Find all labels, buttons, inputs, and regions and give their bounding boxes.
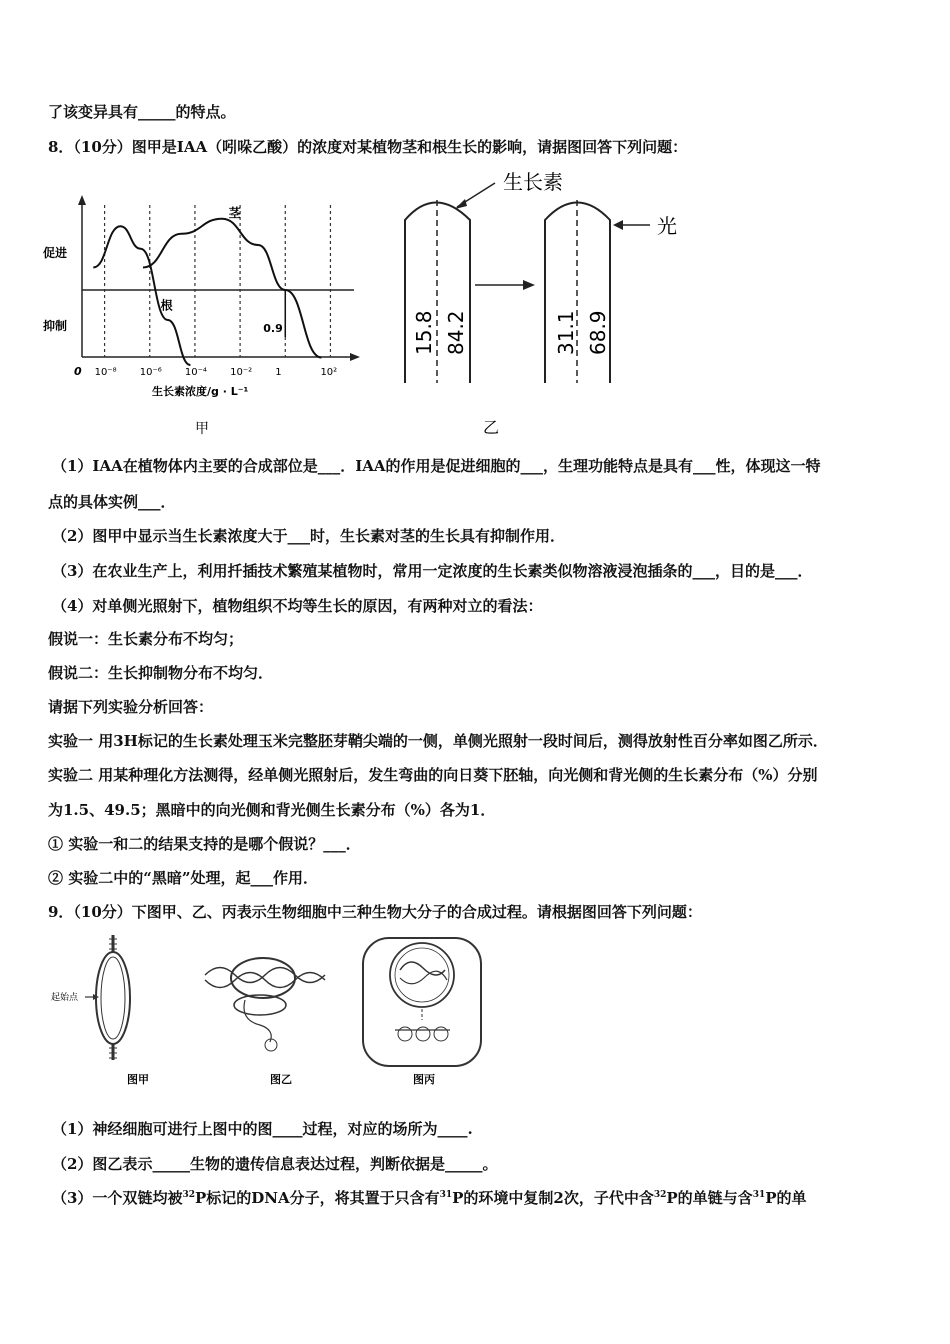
figure-jia-replication <box>51 935 149 1086</box>
q8-part4: （4）对单侧光照射下，植物组织不均等生长的原因，有两种对立的看法： <box>52 597 543 615</box>
tick-label: 1 <box>275 367 282 378</box>
light-label: 光 <box>657 214 677 238</box>
instruction: 请据下列实验分析回答： <box>48 698 214 716</box>
question-9-heading: 9．（10分）下图甲、乙、丙表示生物细胞中三种生物大分子的合成过程。请根据图回答下列问题： <box>48 903 702 921</box>
tick-label: 10⁻⁸ <box>94 367 117 378</box>
diagram-yi <box>395 165 695 440</box>
figure-yi-q9-caption: 图乙 <box>270 1073 292 1086</box>
x-axis-label: 生长素浓度/g · L⁻¹ <box>152 385 249 398</box>
auxin-label: 生长素 <box>503 170 563 194</box>
y-axis-arrow <box>78 195 86 205</box>
figure-bing-cell <box>363 938 481 1086</box>
q8-part1-line1: （1）IAA在植物体内主要的合成部位是___．IAA的作用是促进细胞的___，生理功能特点是具有___性，体现这一特 <box>52 457 821 475</box>
q9-part2: （2）图乙表示_____生物的遗传信息表达过程，判断依据是_____。 <box>52 1155 498 1173</box>
tick-label: 0 <box>74 365 82 378</box>
right-value-2: 68.9 <box>586 310 610 355</box>
experiment-1: 实验一 用3H标记的生长素处理玉米完整胚芽鞘尖端的一侧，单侧光照射一段时间后，测得放射性百分率如图乙所示． <box>48 732 828 750</box>
q8-part3: （3）在农业生产上，利用扦插技术繁殖某植物时，常用一定浓度的生长素类似物溶液浸泡插条的___，目的是___． <box>52 562 813 580</box>
tick-label: 10⁻⁶ <box>139 367 162 378</box>
hypothesis-1: 假说一：生长素分布不均匀； <box>48 630 244 648</box>
figures-q9 <box>45 930 515 1090</box>
figure-bing-caption: 图丙 <box>413 1073 435 1086</box>
experiment-2-line1: 实验二 用某种理化方法测得，经单侧光照射后，发生弯曲的向日葵下胚轴，向光侧和背光侧的生长素分布（%）分别 <box>48 766 818 784</box>
q8-part1-line2: 点的具体实例___． <box>48 493 176 511</box>
series-line-根 <box>93 226 190 365</box>
series-line-茎 <box>143 219 321 358</box>
ylabel-inhibit: 抑制 <box>43 319 68 333</box>
left-value-2: 84.2 <box>444 310 468 355</box>
tick-label: 10⁻⁴ <box>184 367 207 378</box>
text-line-prev-question: 了该变异具有_____的特点。 <box>48 103 236 121</box>
sub-question-1: ① 实验一和二的结果支持的是哪个假说？___． <box>48 835 361 853</box>
hypothesis-2: 假说二：生长抑制物分布不均匀． <box>48 664 274 682</box>
series-label: 根 <box>160 298 173 313</box>
chart-title: 甲 <box>195 421 209 437</box>
x-axis-arrow <box>350 353 360 361</box>
annotation-label: 0.9 <box>263 322 283 335</box>
left-value-1: 15.8 <box>412 310 436 355</box>
ylabel-promote: 促进 <box>43 246 68 260</box>
series-label: 茎 <box>228 206 241 220</box>
q9-part3: （3）一个双链均被$^{32}$P标记的DNA分子，将其置于只含有$^{31}$P的环境中复制2次，子代中含$^{32}$P的单链与含$^{31}$P的单 <box>52 1189 807 1207</box>
origin-label: 起始点 <box>51 993 79 1003</box>
experiment-2-line2: 为1.5、49.5；黑暗中的向光侧和背光侧生长素分布（%）各为1． <box>48 801 496 819</box>
q8-part2: （2）图甲中显示当生长素浓度大于___时，生长素对茎的生长具有抑制作用． <box>52 527 565 545</box>
q9-part1: （1）神经细胞可进行上图中的图____过程，对应的场所为____. <box>52 1120 473 1138</box>
right-value-1: 31.1 <box>554 310 578 355</box>
figure-yi-expression <box>205 958 325 1086</box>
sub-question-2: ② 实验二中的“黑暗”处理，起___作用． <box>48 869 318 887</box>
chart-jia <box>40 185 370 440</box>
question-8-heading: 8．（10分）图甲是IAA（吲哚乙酸）的浓度对某植物茎和根生长的影响，请据图回答下列问题： <box>48 138 688 156</box>
figure-jia-caption: 图甲 <box>127 1073 149 1086</box>
tick-label: 10² <box>320 367 338 378</box>
figure-yi-caption: 乙 <box>483 418 500 437</box>
tick-label: 10⁻² <box>230 367 253 378</box>
